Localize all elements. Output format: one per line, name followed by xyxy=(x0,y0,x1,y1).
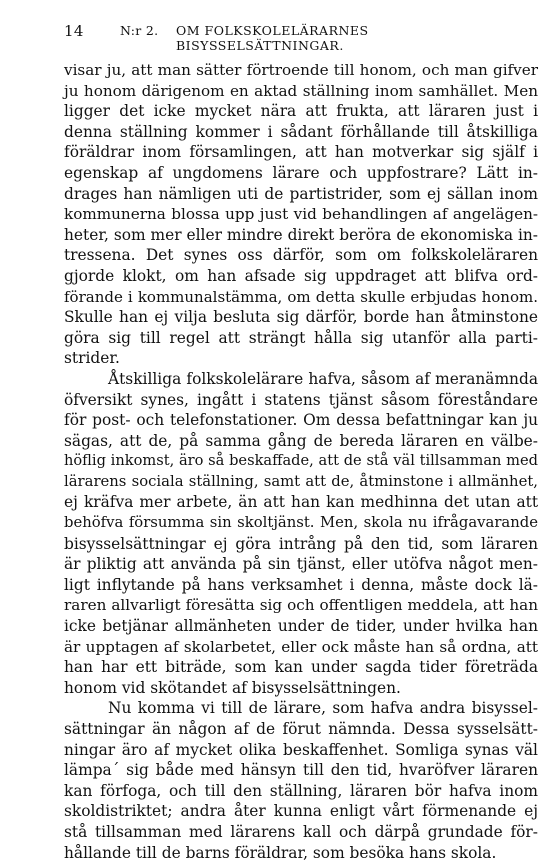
text-line: icke betjänar allmänheten under de tider, under hvilka han xyxy=(64,617,538,636)
text-line: gjorde klokt, om han afsade sig uppdraget att blifva ord- xyxy=(64,266,538,285)
text-line: ningar äro af mycket olika beskaffenhet. Somliga synas väl xyxy=(64,740,538,759)
text-line: tressena. Det synes oss därför, som om folkskoleläraren xyxy=(64,246,538,265)
page-end-line: hållande till de barns föräldrar, som besöka hans skola. xyxy=(64,843,497,862)
paragraph-start-line: Åtskilliga folkskolelärare hafva, såsom af meranämnda xyxy=(108,369,538,388)
text-line: behöfva försumma sin skoltjänst. Men, skola nu ifrågavarande xyxy=(64,514,538,532)
text-line: ju honom därigenom en aktad ställning inom samhället. Men xyxy=(64,81,538,100)
paragraph-start-line: Nu komma vi till de lärare, som hafva andra bisyssel- xyxy=(108,699,538,718)
text-line: heter, som mer eller mindre direkt beröra de ekonomiska in- xyxy=(64,225,538,244)
text-line: höflig inkomst, äro så beskaffade, att de stå väl tillsamman med xyxy=(64,452,538,470)
text-line: sägas, att de, på samma gång de bereda läraren en välbe- xyxy=(64,431,538,450)
paragraph-end-line: honom vid skötandet af bisysselsättningen. xyxy=(64,678,401,697)
text-line: sättningar än någon af de förut nämnda. Dessa sysselsätt- xyxy=(64,720,538,738)
text-line: är upptagen af skolarbetet, eller ock måste han så ordna, att xyxy=(64,637,538,656)
text-line: kommunerna blossa upp just vid behandlingen af angelägen- xyxy=(64,205,538,224)
text-line: är pliktig att använda på sin tjänst, eller utöfva något men- xyxy=(64,555,538,574)
running-title: OM FOLKSKOLELÄRARNES BISYSSELSÄTTNINGAR. xyxy=(176,23,369,53)
text-line: för post- och telefonstationer. Om dessa befattningar kan ju xyxy=(64,411,538,430)
text-line: raren allvarligt föresätta sig och offentligen meddela, att han xyxy=(64,596,538,615)
text-line: han har ett biträde, som kan under sagda tider företräda xyxy=(64,658,538,677)
text-line: skoldistriktet; andra åter kunna enligt vårt förmenande ej xyxy=(64,802,538,821)
text-line: föräldrar inom församlingen, att han motverkar sig själf i xyxy=(64,143,538,162)
text-line: bisysselsättningar ej göra intrång på den tid, som läraren xyxy=(64,534,538,553)
text-line: drages han nämligen uti de partistrider, som ej sällan inom xyxy=(64,184,538,203)
text-line: ligger det icke mycket nära att frukta, att läraren just i xyxy=(64,102,538,121)
paragraph-end-line: strider. xyxy=(64,349,120,368)
text-line: lämpa´ sig både med hänsyn till den tid, hvaröfver läraren xyxy=(64,761,538,780)
body-text xyxy=(64,60,538,863)
text-line: denna ställning kommer i sådant förhållande till åtskilliga xyxy=(64,122,538,141)
text-line: kan förfoga, och till den ställning, läraren bör hafva inom xyxy=(64,781,538,800)
text-line: göra sig till regel att strängt hålla sig utanför alla parti- xyxy=(64,328,538,347)
page-number: 14 xyxy=(64,22,84,40)
text-line: visar ju, att man sätter förtroende till honom, och man gifver xyxy=(64,61,538,79)
text-line: stå tillsamman med lärarens kall och därpå grundade för- xyxy=(64,822,538,841)
text-line: öfversikt synes, ingått i statens tjänst såsom föreståndare xyxy=(64,390,538,409)
text-line: ej kräfva mer arbete, än att han kan medhinna det utan att xyxy=(64,493,538,512)
running-head xyxy=(64,20,538,53)
text-line: förande i kommunalstämma, om detta skulle erbjudas honom. xyxy=(64,287,538,306)
text-line: Skulle han ej vilja besluta sig därför, borde han åtminstone xyxy=(64,308,538,327)
text-line: lärarens sociala ställning, samt att de, åtminstone i allmänhet, xyxy=(64,472,538,490)
text-line: ligt inflytande på hans verksamhet i denna, måste dock lä- xyxy=(64,575,538,594)
issue-number: N:r 2. xyxy=(120,23,159,38)
text-line: egenskap af ungdomens lärare och uppfostrare? Lätt in- xyxy=(64,163,538,182)
